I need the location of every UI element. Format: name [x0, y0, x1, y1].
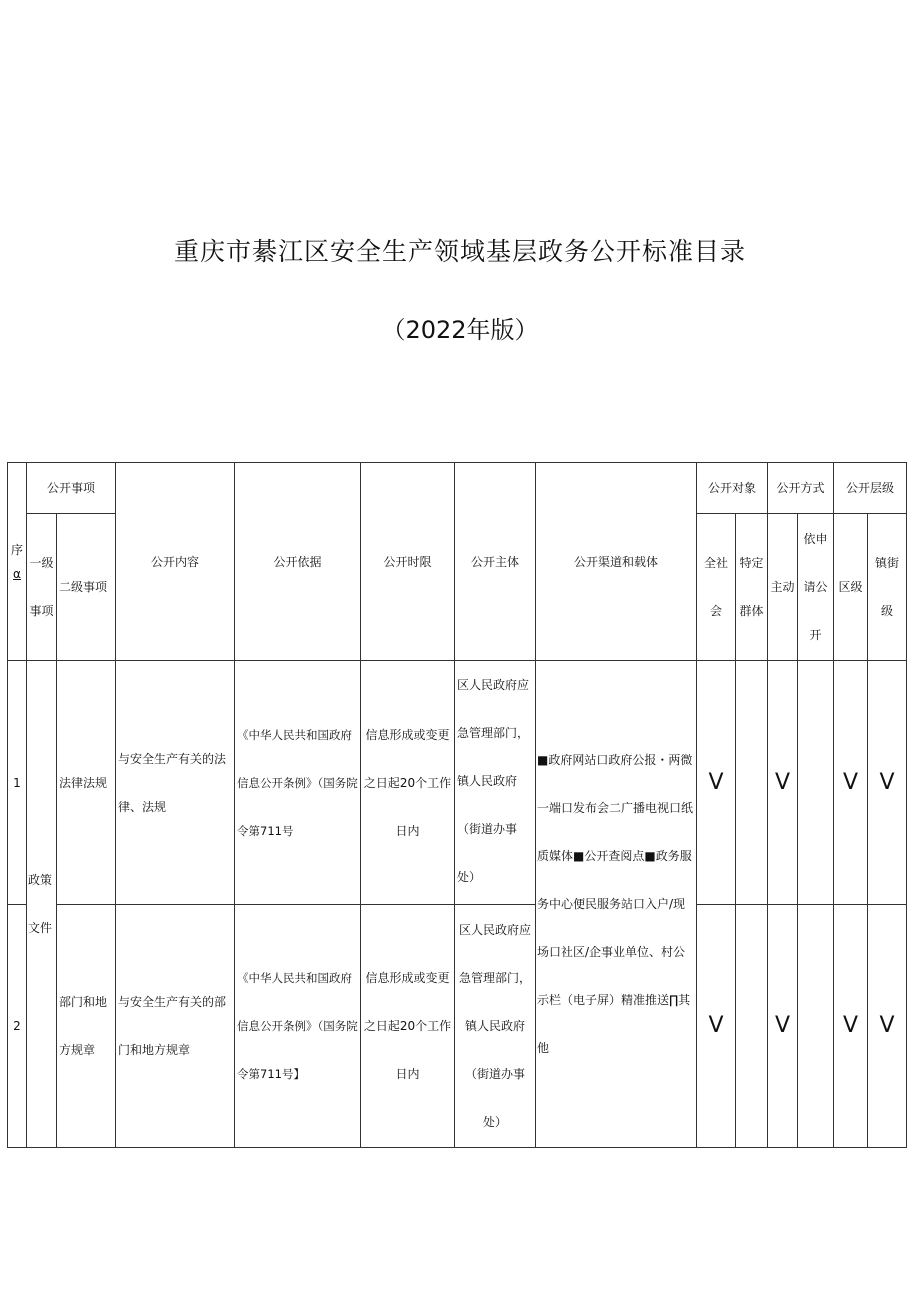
header-level1: 一级事项 [27, 514, 57, 661]
header-row-1 [8, 463, 907, 514]
row-time-limit: 信息形成或变更之日起20个工作日内 [361, 661, 455, 905]
row-subject: 区人民政府应急管理部门，镇人民政府（街道办事处） [455, 905, 536, 1148]
row-basis: 《中华人民共和国政府信息公开条例》（国务院令第711号 [235, 661, 361, 905]
row-seq: 1 [8, 661, 27, 905]
row-basis: 《中华人民共和国政府信息公开条例》（国务院令第711号】 [235, 905, 361, 1148]
check-mark-level-town: V [868, 661, 907, 905]
empty-cell [798, 661, 834, 905]
row-time-limit: 信息形成或变更之日起20个工作日内 [361, 905, 455, 1148]
empty-cell [798, 905, 834, 1148]
document-subtitle: （2022年版） [381, 316, 539, 344]
check-mark-level-town: V [868, 905, 907, 1148]
row-channel: ■政府网站口政府公报・两微一端口发布会二广播电视口纸质媒体■公开查阅点■政务服务中心便民服务站口入户/现场口社区/企事业单位、村公示栏（电子屏）精准推送∏其他 [536, 661, 697, 1148]
check-mark-method-active: V [768, 661, 798, 905]
table-row [8, 661, 907, 905]
catalog-table [7, 462, 907, 1148]
header-object-specific: 特定群体 [736, 514, 768, 661]
row-seq: 2 [8, 905, 27, 1148]
row-level2: 部门和地方规章 [57, 905, 116, 1148]
header-seq [8, 463, 27, 661]
check-mark-level-district: V [834, 661, 868, 905]
empty-cell [736, 661, 768, 905]
row-content: 与安全生产有关的部门和地方规章 [116, 905, 235, 1148]
check-mark-object-all: V [697, 661, 736, 905]
header-basis: 公开依据 [235, 463, 361, 661]
header-method: 公开方式 [768, 463, 834, 514]
row-content: 与安全生产有关的法律、法规 [116, 661, 235, 905]
row-level2: 法律法规 [57, 661, 116, 905]
header-level: 公开层级 [834, 463, 907, 514]
row-subject: 区人民政府应急管理部门，镇人民政府（街道办事处） [455, 661, 536, 905]
header-level-town: 镇街级 [868, 514, 907, 661]
header-seq-sub: α [13, 566, 21, 581]
check-mark-level-district: V [834, 905, 868, 1148]
header-level-district: 区级 [834, 514, 868, 661]
header-method-apply: 依申请公开 [798, 514, 834, 661]
header-method-active: 主动 [768, 514, 798, 661]
row-level1: 政策文件 [27, 661, 57, 1148]
header-object-all: 全社会 [697, 514, 736, 661]
header-seq-label: 序 [10, 542, 23, 557]
header-object: 公开对象 [697, 463, 768, 514]
table-row [8, 905, 907, 1148]
empty-cell [736, 905, 768, 1148]
header-subject: 公开主体 [455, 463, 536, 661]
header-content: 公开内容 [116, 463, 235, 661]
header-level2: 二级事项 [57, 514, 116, 661]
header-channel: 公开渠道和载体 [536, 463, 697, 661]
check-mark-object-all: V [697, 905, 736, 1148]
header-time-limit: 公开时限 [361, 463, 455, 661]
document-title: 重庆市綦江区安全生产领域基层政务公开标准目录 [173, 237, 746, 266]
check-mark-method-active: V [768, 905, 798, 1148]
header-public-items: 公开事项 [27, 463, 116, 514]
